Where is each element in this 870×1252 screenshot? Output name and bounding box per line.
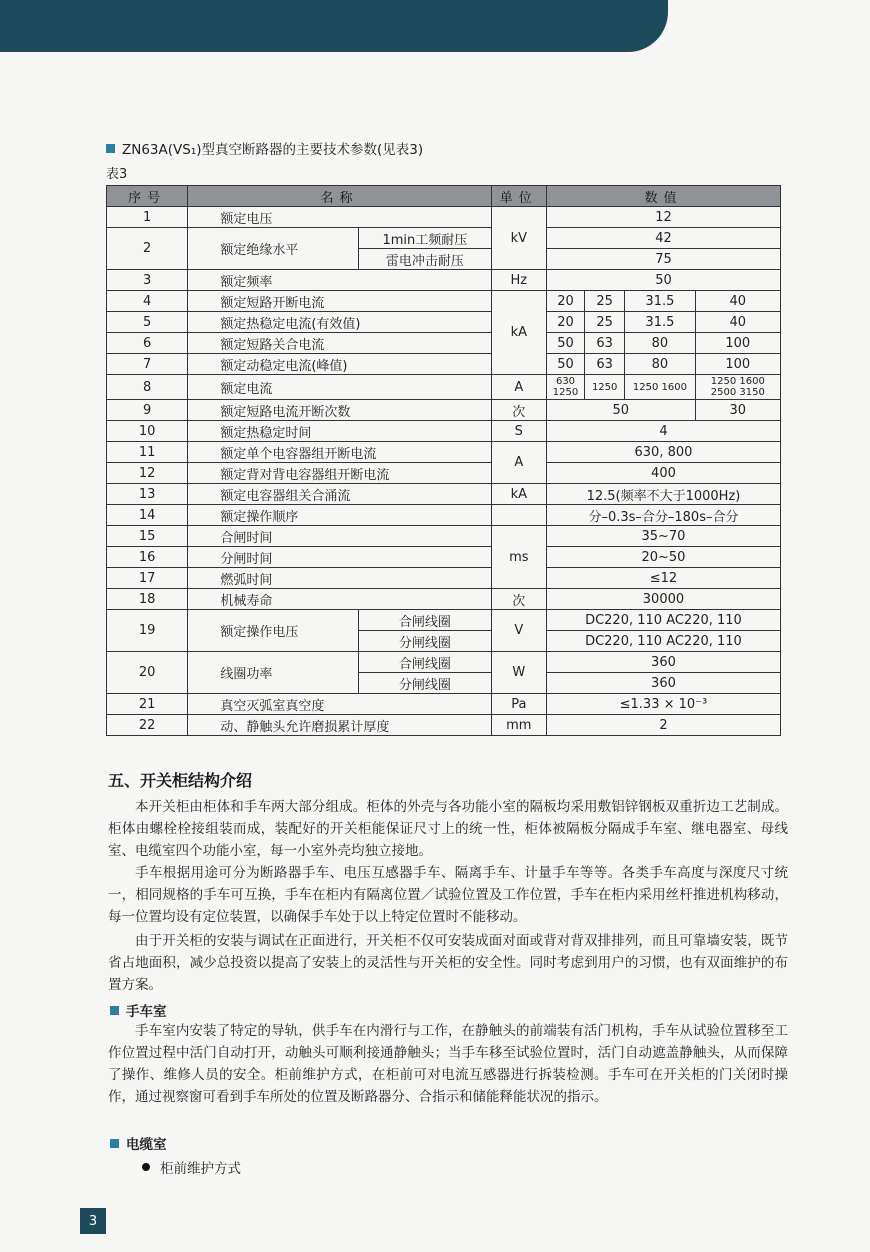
row-name: 额定短路关合电流 bbox=[188, 333, 491, 354]
row-no: 5 bbox=[107, 312, 188, 333]
header-name: 名称 bbox=[188, 186, 491, 207]
table-row bbox=[107, 547, 781, 568]
row-no: 12 bbox=[107, 463, 188, 484]
section-title: 五、开关柜结构介绍 bbox=[108, 771, 253, 790]
row-name: 机械寿命 bbox=[188, 589, 491, 610]
square-bullet-icon bbox=[110, 1006, 119, 1015]
row-value: 2 bbox=[546, 715, 780, 736]
row-value: 40 bbox=[695, 291, 780, 312]
row-name: 合闸时间 bbox=[188, 526, 491, 547]
row-no: 14 bbox=[107, 505, 188, 526]
row-value: 50 bbox=[546, 400, 695, 421]
row-no: 6 bbox=[107, 333, 188, 354]
table-row bbox=[107, 442, 781, 463]
row-unit: mm bbox=[491, 715, 546, 736]
row-no: 9 bbox=[107, 400, 188, 421]
row-no: 8 bbox=[107, 375, 188, 400]
row-value: 400 bbox=[546, 463, 780, 484]
value-line: 2500 3150 bbox=[710, 387, 765, 398]
row-no: 3 bbox=[107, 270, 188, 291]
header-unit: 单位 bbox=[491, 186, 546, 207]
subsection-title: 电缆室 bbox=[126, 1137, 167, 1153]
table-row bbox=[107, 505, 781, 526]
row-value: ≤12 bbox=[546, 568, 780, 589]
row-no: 11 bbox=[107, 442, 188, 463]
row-unit: ms bbox=[491, 526, 546, 589]
row-no: 21 bbox=[107, 694, 188, 715]
row-value: 12.5(频率不大于1000Hz) bbox=[546, 484, 780, 505]
row-no: 22 bbox=[107, 715, 188, 736]
row-value: 100 bbox=[695, 354, 780, 375]
value-line: 1250 1600 bbox=[710, 376, 765, 387]
row-subname: 合闸线圈 bbox=[359, 652, 492, 673]
square-bullet-icon bbox=[106, 144, 115, 153]
row-value: 20 bbox=[546, 291, 584, 312]
table-row bbox=[107, 228, 781, 249]
row-no: 4 bbox=[107, 291, 188, 312]
row-value: 20 bbox=[546, 312, 584, 333]
row-value: 35~70 bbox=[546, 526, 780, 547]
row-no: 20 bbox=[107, 652, 188, 694]
square-bullet-icon bbox=[110, 1139, 119, 1148]
row-value: 63 bbox=[585, 354, 625, 375]
table-heading-text: ZN63A(VS₁)型真空断路器的主要技术参数(见表3) bbox=[122, 142, 424, 158]
header-no: 序号 bbox=[107, 186, 188, 207]
row-name: 额定电容器组关合涌流 bbox=[188, 484, 491, 505]
row-value: 80 bbox=[625, 333, 695, 354]
row-subname: 雷电冲击耐压 bbox=[359, 249, 492, 270]
row-value: 31.5 bbox=[625, 291, 695, 312]
row-value: 30000 bbox=[546, 589, 780, 610]
row-value: 1250 bbox=[585, 375, 625, 400]
row-name: 额定电流 bbox=[188, 375, 491, 400]
row-no: 2 bbox=[107, 228, 188, 270]
row-name: 燃弧时间 bbox=[188, 568, 491, 589]
bullet-text: 柜前维护方式 bbox=[160, 1161, 241, 1177]
row-name: 额定短路开断电流 bbox=[188, 291, 491, 312]
row-no: 17 bbox=[107, 568, 188, 589]
table-caption: 表3 bbox=[106, 167, 128, 182]
row-unit: kV bbox=[491, 207, 546, 270]
row-name: 额定操作顺序 bbox=[188, 505, 491, 526]
row-value: DC220, 110 AC220, 110 bbox=[546, 631, 780, 652]
row-unit: Pa bbox=[491, 694, 546, 715]
row-no: 1 bbox=[107, 207, 188, 228]
table-row bbox=[107, 526, 781, 547]
table-row bbox=[107, 291, 781, 312]
paragraph: 由于开关柜的安装与调试在正面进行，开关柜不仅可安装成面对面或背对背双排排列，而且可靠墙安装，既节省占地面积，减少总投资以提高了安装上的灵活性与开关柜的安全性。同时考虑到用户的习惯，也有双面维护的布置方案。 bbox=[108, 933, 788, 993]
row-value: 50 bbox=[546, 333, 584, 354]
row-name: 额定热稳定电流(有效值) bbox=[188, 312, 491, 333]
row-unit: Hz bbox=[491, 270, 546, 291]
row-name: 额定频率 bbox=[188, 270, 491, 291]
row-subname: 1min工频耐压 bbox=[359, 228, 492, 249]
table-row bbox=[107, 568, 781, 589]
paragraph: 本开关柜由柜体和手车两大部分组成。柜体的外壳与各功能小室的隔板均采用敷铝锌钢板双重折边工艺制成。柜体由螺栓栓接组装而成，装配好的开关柜能保证尺寸上的统一性，柜体被隔板分隔成手车室、继电器室、母线室、电缆室四个功能小室，每一小室外壳均独立接地。 bbox=[108, 799, 788, 859]
row-name: 额定短路电流开断次数 bbox=[188, 400, 491, 421]
page-number: 3 bbox=[80, 1208, 106, 1234]
row-value bbox=[695, 375, 780, 400]
subsection-heading bbox=[110, 1000, 167, 1020]
row-value: ≤1.33 × 10⁻³ bbox=[546, 694, 780, 715]
row-name: 线圈功率 bbox=[188, 652, 359, 694]
row-name: 额定电压 bbox=[188, 207, 491, 228]
row-unit: A bbox=[491, 375, 546, 400]
row-name: 额定单个电容器组开断电流 bbox=[188, 442, 491, 463]
table-row bbox=[107, 589, 781, 610]
paragraph: 手车根据用途可分为断路器手车、电压互感器手车、隔离手车、计量手车等等。各类手车高度与深度尺寸统一，相同规格的手车可互换，手车在柜内有隔离位置／试验位置及工作位置，手车在柜内采用丝杆推进机构移动，每一位置均设有定位装置，以确保手车处于以上特定位置时不能移动。 bbox=[108, 865, 788, 925]
table-row bbox=[107, 207, 781, 228]
row-name: 额定操作电压 bbox=[188, 610, 359, 652]
value-line: 1250 bbox=[552, 387, 579, 398]
row-value: 100 bbox=[695, 333, 780, 354]
row-value: 40 bbox=[695, 312, 780, 333]
row-subname: 分闸线圈 bbox=[359, 673, 492, 694]
row-unit: W bbox=[491, 652, 546, 694]
row-value: 50 bbox=[546, 270, 780, 291]
table-header-row bbox=[107, 186, 781, 207]
subsection-heading bbox=[110, 1133, 167, 1153]
table-row bbox=[107, 333, 781, 354]
spec-table bbox=[106, 185, 781, 736]
table-row bbox=[107, 354, 781, 375]
table-row bbox=[107, 484, 781, 505]
row-value: 42 bbox=[546, 228, 780, 249]
row-unit: 次 bbox=[491, 400, 546, 421]
row-name: 分闸时间 bbox=[188, 547, 491, 568]
header-value: 数值 bbox=[546, 186, 780, 207]
table-row bbox=[107, 652, 781, 673]
row-value: 20~50 bbox=[546, 547, 780, 568]
row-unit bbox=[491, 505, 546, 526]
row-no: 15 bbox=[107, 526, 188, 547]
row-value: 12 bbox=[546, 207, 780, 228]
table-row bbox=[107, 375, 781, 400]
row-unit: A bbox=[491, 442, 546, 484]
row-value: 630, 800 bbox=[546, 442, 780, 463]
bullet-item bbox=[142, 1157, 241, 1177]
bullet-dot-icon bbox=[142, 1163, 150, 1171]
row-no: 16 bbox=[107, 547, 188, 568]
table-row bbox=[107, 694, 781, 715]
row-value: 分–0.3s–合分–180s–合分 bbox=[546, 505, 780, 526]
row-value: 31.5 bbox=[625, 312, 695, 333]
row-unit: kA bbox=[491, 291, 546, 375]
row-value: 63 bbox=[585, 333, 625, 354]
row-value bbox=[546, 375, 584, 400]
row-value: 75 bbox=[546, 249, 780, 270]
row-name: 额定热稳定时间 bbox=[188, 421, 491, 442]
table-heading bbox=[106, 138, 423, 158]
table-row bbox=[107, 312, 781, 333]
table-row bbox=[107, 270, 781, 291]
row-value: 80 bbox=[625, 354, 695, 375]
row-no: 13 bbox=[107, 484, 188, 505]
row-name: 额定背对背电容器组开断电流 bbox=[188, 463, 491, 484]
table-row bbox=[107, 715, 781, 736]
row-no: 18 bbox=[107, 589, 188, 610]
row-value: 25 bbox=[585, 312, 625, 333]
row-unit: V bbox=[491, 610, 546, 652]
row-value: 1250 1600 bbox=[625, 375, 695, 400]
row-value: 25 bbox=[585, 291, 625, 312]
row-value: 4 bbox=[546, 421, 780, 442]
row-name: 额定动稳定电流(峰值) bbox=[188, 354, 491, 375]
value-line: 630 bbox=[555, 376, 576, 387]
row-no: 19 bbox=[107, 610, 188, 652]
row-unit: 次 bbox=[491, 589, 546, 610]
row-name: 真空灭弧室真空度 bbox=[188, 694, 491, 715]
row-value: 360 bbox=[546, 673, 780, 694]
row-no: 7 bbox=[107, 354, 188, 375]
row-subname: 分闸线圈 bbox=[359, 631, 492, 652]
table-row bbox=[107, 400, 781, 421]
top-banner bbox=[0, 0, 668, 52]
row-subname: 合闸线圈 bbox=[359, 610, 492, 631]
row-value: 50 bbox=[546, 354, 584, 375]
table-row bbox=[107, 610, 781, 631]
row-name: 动、静触头允许磨损累计厚度 bbox=[188, 715, 491, 736]
row-value: 30 bbox=[695, 400, 780, 421]
table-row bbox=[107, 421, 781, 442]
subsection-title: 手车室 bbox=[126, 1004, 167, 1020]
row-value: 360 bbox=[546, 652, 780, 673]
row-no: 10 bbox=[107, 421, 188, 442]
row-name: 额定绝缘水平 bbox=[188, 228, 359, 270]
row-unit: S bbox=[491, 421, 546, 442]
table-row bbox=[107, 463, 781, 484]
row-unit: kA bbox=[491, 484, 546, 505]
row-value: DC220, 110 AC220, 110 bbox=[546, 610, 780, 631]
paragraph: 手车室内安装了特定的导轨，供手车在内滑行与工作，在静触头的前端装有活门机构，手车从试验位置移至工作位置过程中活门自动打开，动触头可顺利接通静触头；当手车移至试验位置时，活门自动遮盖静触头，从而保障了操作、维修人员的安全。柜前维护方式，在柜前可对电流互感器进行拆装检测。手车可在开关柜的门关闭时操作，通过视察窗可看到手车所处的位置及断路器分、合指示和储能释能状况的指示。 bbox=[108, 1023, 788, 1105]
